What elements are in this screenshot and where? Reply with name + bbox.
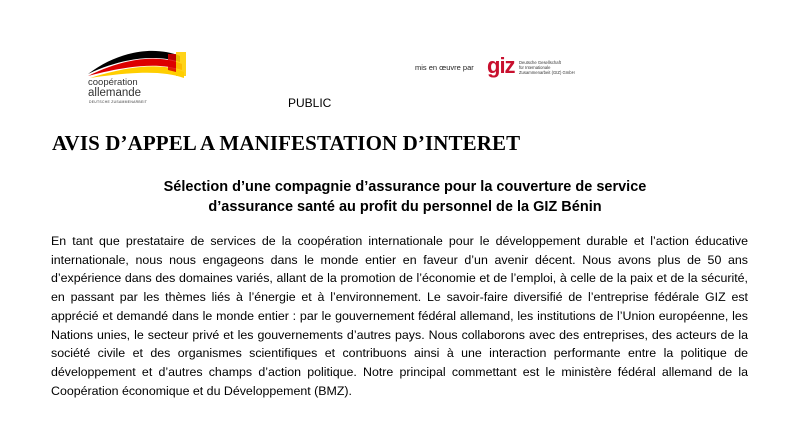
giz-desc-line-1: Deutsche Gesellschaft — [519, 60, 561, 65]
flag-swoosh-icon — [80, 40, 200, 80]
subtitle-line-2: d’assurance santé au profit du personnel de la GIZ Bénin — [208, 199, 602, 215]
document-subtitle — [60, 177, 750, 217]
giz-description — [519, 60, 575, 75]
logo-line-deutsche: DEUTSCHE ZUSAMMENARBEIT — [89, 100, 148, 104]
giz-desc-line-2: für Internationale — [519, 65, 551, 70]
mis-en-oeuvre-label: mis en œuvre par — [415, 63, 474, 72]
cooperation-allemande-logo — [80, 40, 200, 110]
document-title: AVIS D’APPEL A MANIFESTATION D’INTERET — [52, 131, 521, 155]
giz-desc-line-3: Zusammenarbeit (GIZ) GmbH — [519, 70, 575, 75]
logo-line-allemande: allemande — [88, 87, 142, 99]
logo-line-cooperation: coopération — [88, 77, 138, 88]
giz-logo: giz — [487, 53, 515, 78]
body-paragraph: En tant que prestataire de services de la coopération internationale pour le développement durable et l’action éducative internationale, nous nous engageons dans le monde entier en faveur d’un avenir décent. Nous avons plus de 50 ans d’expérience dans des domaines variés, allant de la promotion de l’économie et de l’emploi, à celle de la paix et de la sécurité, en passant par les thèmes liés à l’énergie et à l’environnement. Le savoir-faire diversifié de l’entreprise fédérale GIZ est apprécié et demandé dans le monde entier : par le gouvernement fédéral allemand, les institutions de l’Union européenne, les Nations unies, le secteur privé et les gouvernements d’autres pays. Nous collaborons avec des entreprises, des acteurs de la société civile et des organismes scientifiques et contribuons ainsi à une interaction performante entre la politique de développement et d’autres champs d’action politique. Notre principal commettant est le ministère fédéral allemand de la Coopération économique et du Développement (BMZ). — [51, 234, 748, 398]
subtitle-line-1: Sélection d’une compagnie d’assurance pour la couverture de service — [163, 179, 647, 195]
classification-label: PUBLIC — [288, 96, 332, 110]
